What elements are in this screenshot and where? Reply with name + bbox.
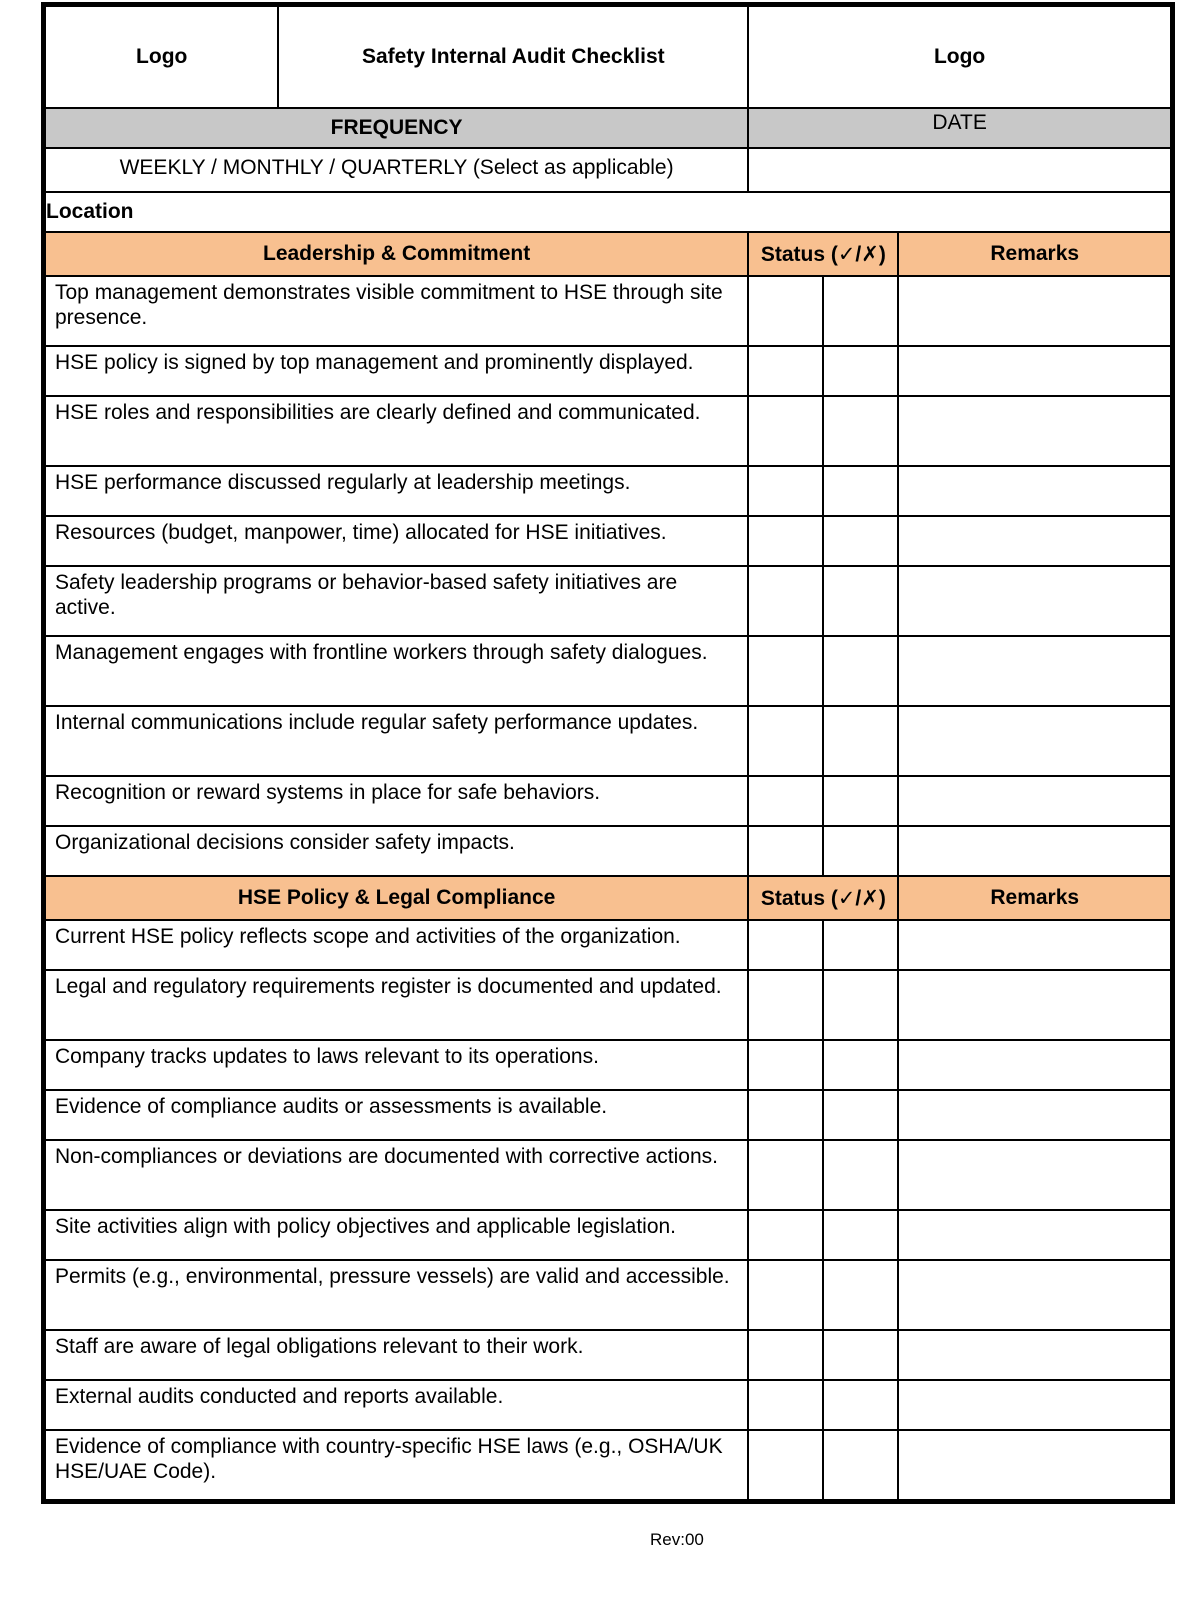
checklist-item-label: Evidence of compliance with country-specific HSE laws (e.g., OSHA/UK HSE/UAE Code). [55,1435,723,1483]
status-cross-cell[interactable] [823,1260,898,1330]
status-check-cell[interactable] [748,346,823,396]
checklist-row [45,1090,1171,1140]
remarks-cell[interactable] [898,826,1171,876]
status-check-cell[interactable] [748,970,823,1040]
remarks-cell[interactable] [898,276,1171,346]
status-column-header: Status (✓/✗) [748,232,898,276]
checklist-row [45,566,1171,636]
remarks-column-header: Remarks [898,876,1171,920]
remarks-cell[interactable] [898,706,1171,776]
checklist-item-text [45,346,748,396]
remarks-cell[interactable] [898,396,1171,466]
location-label[interactable]: Location [45,192,1171,232]
logo-right: Logo [748,6,1171,108]
section-title: Leadership & Commitment [45,232,748,276]
checklist-item-label: Current HSE policy reflects scope and activities of the organization. [55,925,681,948]
status-cross-cell[interactable] [823,516,898,566]
status-check-cell[interactable] [748,636,823,706]
revision-label: Rev:00 [650,1530,704,1549]
status-check-cell[interactable] [748,1260,823,1330]
checklist-row [45,346,1171,396]
status-cross-cell[interactable] [823,636,898,706]
status-cross-cell[interactable] [823,1430,898,1500]
checklist-table [44,5,1172,1501]
status-check-cell[interactable] [748,1140,823,1210]
remarks-cell[interactable] [898,1210,1171,1260]
status-check-cell[interactable] [748,776,823,826]
checklist-item-text [45,1090,748,1140]
frequency-date-header-row [45,108,1171,148]
status-cross-cell[interactable] [823,776,898,826]
status-check-cell[interactable] [748,276,823,346]
checklist-item-text [45,276,748,346]
checklist-item-text [45,1430,748,1500]
status-check-cell[interactable] [748,1330,823,1380]
remarks-cell[interactable] [898,1090,1171,1140]
checklist-row [45,970,1171,1040]
checklist-row [45,1210,1171,1260]
remarks-cell[interactable] [898,970,1171,1040]
status-cross-cell[interactable] [823,1090,898,1140]
checklist-item-text [45,1140,748,1210]
location-row [45,192,1171,232]
checklist-row [45,516,1171,566]
status-cross-cell[interactable] [823,826,898,876]
remarks-cell[interactable] [898,1380,1171,1430]
checklist-item-label: Non-compliances or deviations are documented with corrective actions. [55,1145,718,1168]
section-title: HSE Policy & Legal Compliance [45,876,748,920]
audit-checklist-sheet [41,2,1175,1504]
status-cross-cell[interactable] [823,706,898,776]
checklist-item-text [45,776,748,826]
remarks-cell[interactable] [898,636,1171,706]
checklist-item-text [45,970,748,1040]
checklist-row [45,920,1171,970]
checklist-item-text [45,1260,748,1330]
status-cross-cell[interactable] [823,1040,898,1090]
checklist-row [45,1380,1171,1430]
status-cross-cell[interactable] [823,1140,898,1210]
status-check-cell[interactable] [748,1090,823,1140]
checklist-row [45,466,1171,516]
page-title: Safety Internal Audit Checklist [278,6,748,108]
status-check-cell[interactable] [748,466,823,516]
status-cross-cell[interactable] [823,1380,898,1430]
status-cross-cell[interactable] [823,970,898,1040]
checklist-row [45,1040,1171,1090]
checklist-item-label: Legal and regulatory requirements register is documented and updated. [55,975,722,998]
status-check-cell[interactable] [748,920,823,970]
checklist-item-label: HSE roles and responsibilities are clearly defined and communicated. [55,401,701,424]
checklist-item-text [45,920,748,970]
date-value-cell[interactable] [748,148,1171,192]
checklist-item-text [45,1210,748,1260]
status-check-cell[interactable] [748,1210,823,1260]
status-cross-cell[interactable] [823,1330,898,1380]
checklist-row [45,826,1171,876]
status-cross-cell[interactable] [823,920,898,970]
logo-left: Logo [45,6,278,108]
checklist-row [45,276,1171,346]
checklist-item-label: HSE performance discussed regularly at leadership meetings. [55,471,631,494]
remarks-cell[interactable] [898,1330,1171,1380]
checklist-item-text [45,1330,748,1380]
checklist-item-text [45,466,748,516]
checklist-item-label: Internal communications include regular safety performance updates. [55,711,699,734]
checklist-row [45,1260,1171,1330]
remarks-cell[interactable] [898,920,1171,970]
status-check-cell[interactable] [748,1430,823,1500]
checklist-item-text [45,706,748,776]
checklist-row [45,706,1171,776]
checklist-item-label: Permits (e.g., environmental, pressure vessels) are valid and accessible. [55,1265,730,1288]
checklist-item-label: Organizational decisions consider safety impacts. [55,831,515,854]
checklist-item-label: Site activities align with policy objectives and applicable legislation. [55,1215,677,1238]
frequency-value-row [45,148,1171,192]
status-column-header: Status (✓/✗) [748,876,898,920]
checklist-item-label: Management engages with frontline workers through safety dialogues. [55,641,708,664]
checklist-item-text [45,566,748,636]
status-check-cell[interactable] [748,1380,823,1430]
status-cross-cell[interactable] [823,466,898,516]
status-check-cell[interactable] [748,706,823,776]
checklist-item-label: HSE policy is signed by top management and prominently displayed. [55,351,694,374]
checklist-row [45,396,1171,466]
status-check-cell[interactable] [748,1040,823,1090]
remarks-cell[interactable] [898,566,1171,636]
remarks-cell[interactable] [898,346,1171,396]
frequency-label: FREQUENCY [45,108,748,148]
checklist-item-text [45,826,748,876]
frequency-value[interactable]: WEEKLY / MONTHLY / QUARTERLY (Select as applicable) [45,148,748,192]
remarks-cell[interactable] [898,1430,1171,1500]
remarks-cell[interactable] [898,1260,1171,1330]
status-cross-cell[interactable] [823,276,898,346]
checklist-item-text [45,1040,748,1090]
remarks-cell[interactable] [898,466,1171,516]
status-check-cell[interactable] [748,396,823,466]
header-row [45,6,1171,108]
status-check-cell[interactable] [748,566,823,636]
checklist-item-label: Recognition or reward systems in place for safe behaviors. [55,781,601,804]
status-cross-cell[interactable] [823,1210,898,1260]
status-cross-cell[interactable] [823,396,898,466]
date-label: DATE [748,108,1171,148]
checklist-item-text [45,396,748,466]
checklist-item-text [45,1380,748,1430]
checklist-row [45,636,1171,706]
checklist-item-label: Evidence of compliance audits or assessments is available. [55,1095,608,1118]
remarks-cell[interactable] [898,1140,1171,1210]
remarks-column-header: Remarks [898,232,1171,276]
remarks-cell[interactable] [898,1040,1171,1090]
status-check-cell[interactable] [748,826,823,876]
status-check-cell[interactable] [748,516,823,566]
remarks-cell[interactable] [898,516,1171,566]
checklist-row [45,1430,1171,1500]
checklist-row [45,1140,1171,1210]
section-header-row [45,232,1171,276]
remarks-cell[interactable] [898,776,1171,826]
checklist-item-text [45,516,748,566]
status-cross-cell[interactable] [823,346,898,396]
checklist-item-label: Top management demonstrates visible commitment to HSE through site presence. [55,281,723,329]
checklist-row [45,776,1171,826]
status-cross-cell[interactable] [823,566,898,636]
checklist-item-text [45,636,748,706]
checklist-row [45,1330,1171,1380]
checklist-item-label: Company tracks updates to laws relevant to its operations. [55,1045,599,1068]
checklist-item-label: Safety leadership programs or behavior-based safety initiatives are active. [55,571,678,619]
checklist-item-label: Resources (budget, manpower, time) allocated for HSE initiatives. [55,521,667,544]
section-header-row [45,876,1171,920]
checklist-item-label: Staff are aware of legal obligations relevant to their work. [55,1335,584,1358]
checklist-item-label: External audits conducted and reports available. [55,1385,504,1408]
